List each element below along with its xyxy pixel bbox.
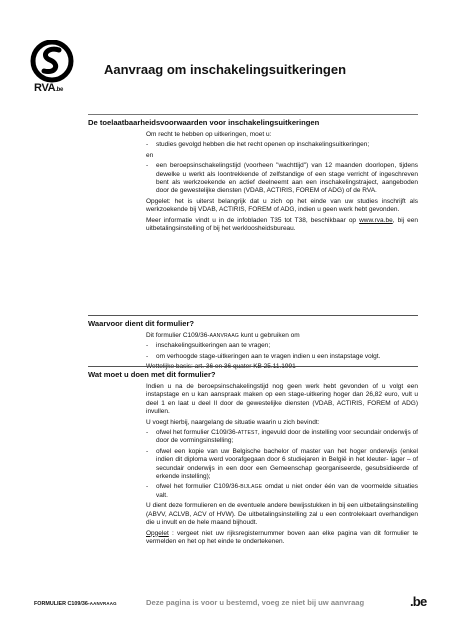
- list-item: - ofwel het formulier C109/36-ATTEST, ingevuld door de instelling voor secundair onderwijs of door de vormingsinstelling;: [146, 429, 418, 445]
- list-item: - studies gevolgd hebben die het recht openen op inschakelingsuitkeringen;: [146, 141, 370, 149]
- list-item: - om verhoogde stage-uitkeringen aan te vragen indien u een instapstage volgt.: [146, 352, 381, 360]
- be-logo: .be: [410, 594, 427, 609]
- section-purpose: [88, 315, 418, 374]
- footer-notice: Deze pagina is voor u bestemd, voeg ze niet bij uw aanvraag: [146, 598, 365, 607]
- eligibility-more-info: Meer informatie vindt u in de infobladen T35 tot T38, beschikbaar op www.rva.be, bij een uitbetalingsinstelling of bij het werkloosheidsbureau.: [146, 216, 418, 233]
- form-code: FORMULIER C109/36-AANVRAAG: [34, 601, 117, 607]
- section-title-eligibility: De toelaatbaarheidsvoorwaarden voor inschakelingsuitkeringen: [88, 114, 418, 127]
- purpose-intro: Dit formulier C109/36-AANVRAAG kunt u gebruiken om: [146, 332, 300, 339]
- rva-link[interactable]: www.rva.be: [359, 216, 393, 224]
- list-item: - inschakelingsuitkeringen aan te vragen;: [146, 342, 271, 350]
- logo-wordmark: RVA.be: [34, 82, 64, 94]
- page-title: Aanvraag om inschakelingsuitkeringen: [104, 62, 347, 77]
- section-eligibility: [88, 114, 418, 235]
- instructions-warning: Opgelet : vergeet niet uw rijksregisternummer boven aan elke pagina van dit formulier te vermelden en het op het einde te ondertekenen.: [146, 529, 418, 545]
- instructions-p2: U voegt hierbij, naargelang de situatie waarin u zich bevindt:: [146, 418, 320, 426]
- section-instructions: [88, 366, 418, 548]
- legal-basis: Wettelijke basis: art. 36 en 36 quater KB 25.11.1991: [146, 363, 296, 371]
- list-item: - ofwel een kopie van uw Belgische bachelor of master van het hoger onderwijs (enkel indien dit diploma werd voorafgegaan door 6 studiejaren in België in het kleuter- lager – of secundair onderwijs in een door een Gemeenschap georganiseerde, gesubsidieerde of erkende instelling);: [146, 447, 418, 481]
- section-title-instructions: Wat moet u doen met dit formulier?: [88, 366, 418, 379]
- list-item: - ofwel het formulier C109/36-BIJLAGE omdat u niet onder één van de voormelde situaties valt.: [146, 483, 418, 499]
- list-item: - een beroepsinschakelingstijd (voorheen "wachttijd") van 12 maanden doorlopen, tijdens dewelke u werkt als loontrekkende of zelfstandige of een stage verricht of ingeschreven bent als werkzoekende en actief deelneemt aan een inschakelingstraject, aangeboden door de gewestelijke diensten (VDAB, ACTIRIS, FOREM of ADG) of de RVA.: [146, 162, 418, 195]
- rva-swoosh-icon: [30, 40, 74, 84]
- section-title-purpose: Waarvoor dient dit formulier?: [88, 315, 418, 328]
- instructions-p1: Indien u na de beroepsinschakelingstijd nog geen werk hebt gevonden of u volgt een instapstage en u kan aanspraak maken op een stage-uitkering hoger dan 26,82 euro, vult u deel 1 en laat u deel II door de gewestelijke diensten (VDAB, ACTIRIS, FOREM of ADG) invullen.: [146, 383, 418, 416]
- rva-logo: [30, 40, 74, 98]
- instructions-p3: U dient deze formulieren en de eventuele andere bewijsstukken in bij een uitbetalingsinstelling (ABVV, ACLVB, ACV of HVW). De uitbetalingsinstelling zal u een controlekaart overhandigen die u invult en de hele maand bijhoudt.: [146, 502, 418, 527]
- eligibility-warning: Opgelet: het is uiterst belangrijk dat u zich op het einde van uw studies inschrijft als werkzoekende bij VDAB, ACTIRIS, FOREM of ADG, indien u geen werk hebt gevonden.: [146, 197, 418, 214]
- eligibility-intro: Om recht te hebben op uitkeringen, moet u:: [146, 131, 272, 138]
- eligibility-and: en: [146, 151, 154, 159]
